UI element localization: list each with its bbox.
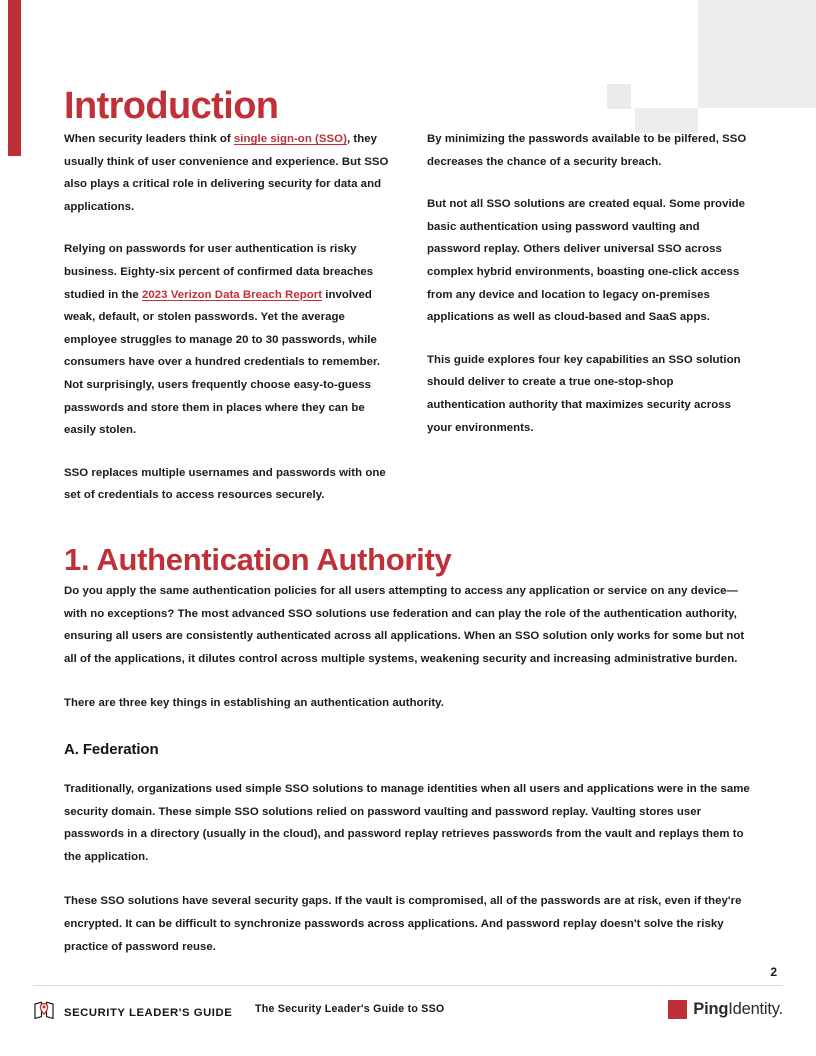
- footer-series-label: SECURITY LEADER'S GUIDE: [64, 1006, 233, 1019]
- section-paragraph-2: There are three key things in establishing an authentication authority.: [64, 697, 444, 710]
- footer-document-title: The Security Leader's Guide to SSO: [255, 1003, 445, 1015]
- section-paragraph-3: Traditionally, organizations used simple SSO solutions to manage identities when all users and applications were in the same security domain. These simple SSO solutions relied on password vaulting and password replay. Vaulting stores user passwords in a directory (usually in the cloud), and password replay retrieves passwords from the vault and replays them to the application.: [64, 782, 750, 863]
- section-heading: 1. Authentication Authority: [64, 541, 452, 577]
- text-run: By minimizing the passwords available to be pilfered, SSO decreases the chance of a security breach.: [427, 133, 747, 168]
- intro-left-paragraph-2: [64, 238, 391, 441]
- intro-left-column: [64, 128, 391, 507]
- intro-two-column-body: [64, 128, 754, 507]
- section-body: [64, 580, 756, 980]
- ping-logo-bold: Ping: [693, 1000, 729, 1018]
- subsection-heading: A. Federation: [64, 740, 159, 758]
- text-run: When security leaders think of: [64, 133, 234, 145]
- text-run: SSO replaces multiple usernames and passwords with one set of credentials to access resources securely.: [64, 466, 386, 502]
- text-run: This guide explores four key capabilities an SSO solution should deliver to create a true one-stop-shop authentication authority that maximizes security across your environments.: [427, 353, 741, 434]
- ping-identity-logo: [668, 1000, 783, 1019]
- intro-left-paragraph-3: [64, 462, 391, 507]
- page-title: Introduction: [64, 85, 279, 128]
- intro-right-paragraph-1: [427, 128, 754, 173]
- section-paragraph-1: Do you apply the same authentication policies for all users attempting to access any application or service on any device—with no exceptions? The most advanced SSO solutions use federation and can play the role of the authentication authority, ensuring all users are consistently authenticated across all applications. When an SSO solution only works for some but not all of the applications, it dilutes control across multiple systems, weakening security and increasing administrative burden.: [64, 585, 745, 665]
- intro-right-column: [427, 128, 754, 507]
- ping-logo-period: .: [778, 1000, 783, 1018]
- intro-right-paragraph-2: [427, 193, 754, 329]
- text-run: But not all SSO solutions are created equal. Some provide basic authentication using password vaulting and password replay. Others deliver universal SSO across complex hybrid environments, boasting one-click access from any device and location to legacy on-premises applications as well as cloud-based and SaaS apps.: [427, 198, 746, 324]
- ping-logo-wordmark: [693, 1000, 783, 1019]
- section-paragraph-4: These SSO solutions have several security gaps. If the vault is compromised, all of the passwords are at risk, even if they're encrypted. It can be difficult to synchronize passwords across applications. And password replay doesn't solve the risky practice of password reuse.: [64, 895, 742, 953]
- text-run: involved weak, default, or stolen passwords. Yet the average employee struggles to manage 20 to 30 passwords, while consumers have over a hundred credentials to remember. Not surprisingly, users frequently choose easy-to-guess passwords and store them in places where they can be easily stolen.: [64, 288, 381, 437]
- ping-logo-mark-icon: [668, 1000, 687, 1019]
- accent-bar-left: [8, 0, 21, 156]
- inline-link[interactable]: 2023 Verizon Data Breach Report: [141, 288, 323, 301]
- page-footer: [33, 997, 783, 1033]
- decorative-square-large: [698, 0, 816, 108]
- text-run: Relying on passwords for user authentication is risky business. Eighty-six percent of confirmed data breaches studied in the: [64, 243, 374, 301]
- page-number: 2: [770, 965, 777, 979]
- map-guide-icon: [33, 999, 55, 1026]
- text-run: , they usually think of user convenience and experience. But SSO also plays a critical role in delivering security for data and applications.: [64, 133, 389, 213]
- ping-logo-light: Identity: [728, 1000, 779, 1018]
- decorative-square-small: [607, 84, 631, 109]
- inline-link[interactable]: single sign-on (SSO): [233, 133, 347, 145]
- footer-divider: [33, 985, 783, 986]
- intro-right-paragraph-3: [427, 349, 754, 439]
- intro-left-paragraph-1: [64, 128, 391, 218]
- footer-series-group: [33, 999, 232, 1026]
